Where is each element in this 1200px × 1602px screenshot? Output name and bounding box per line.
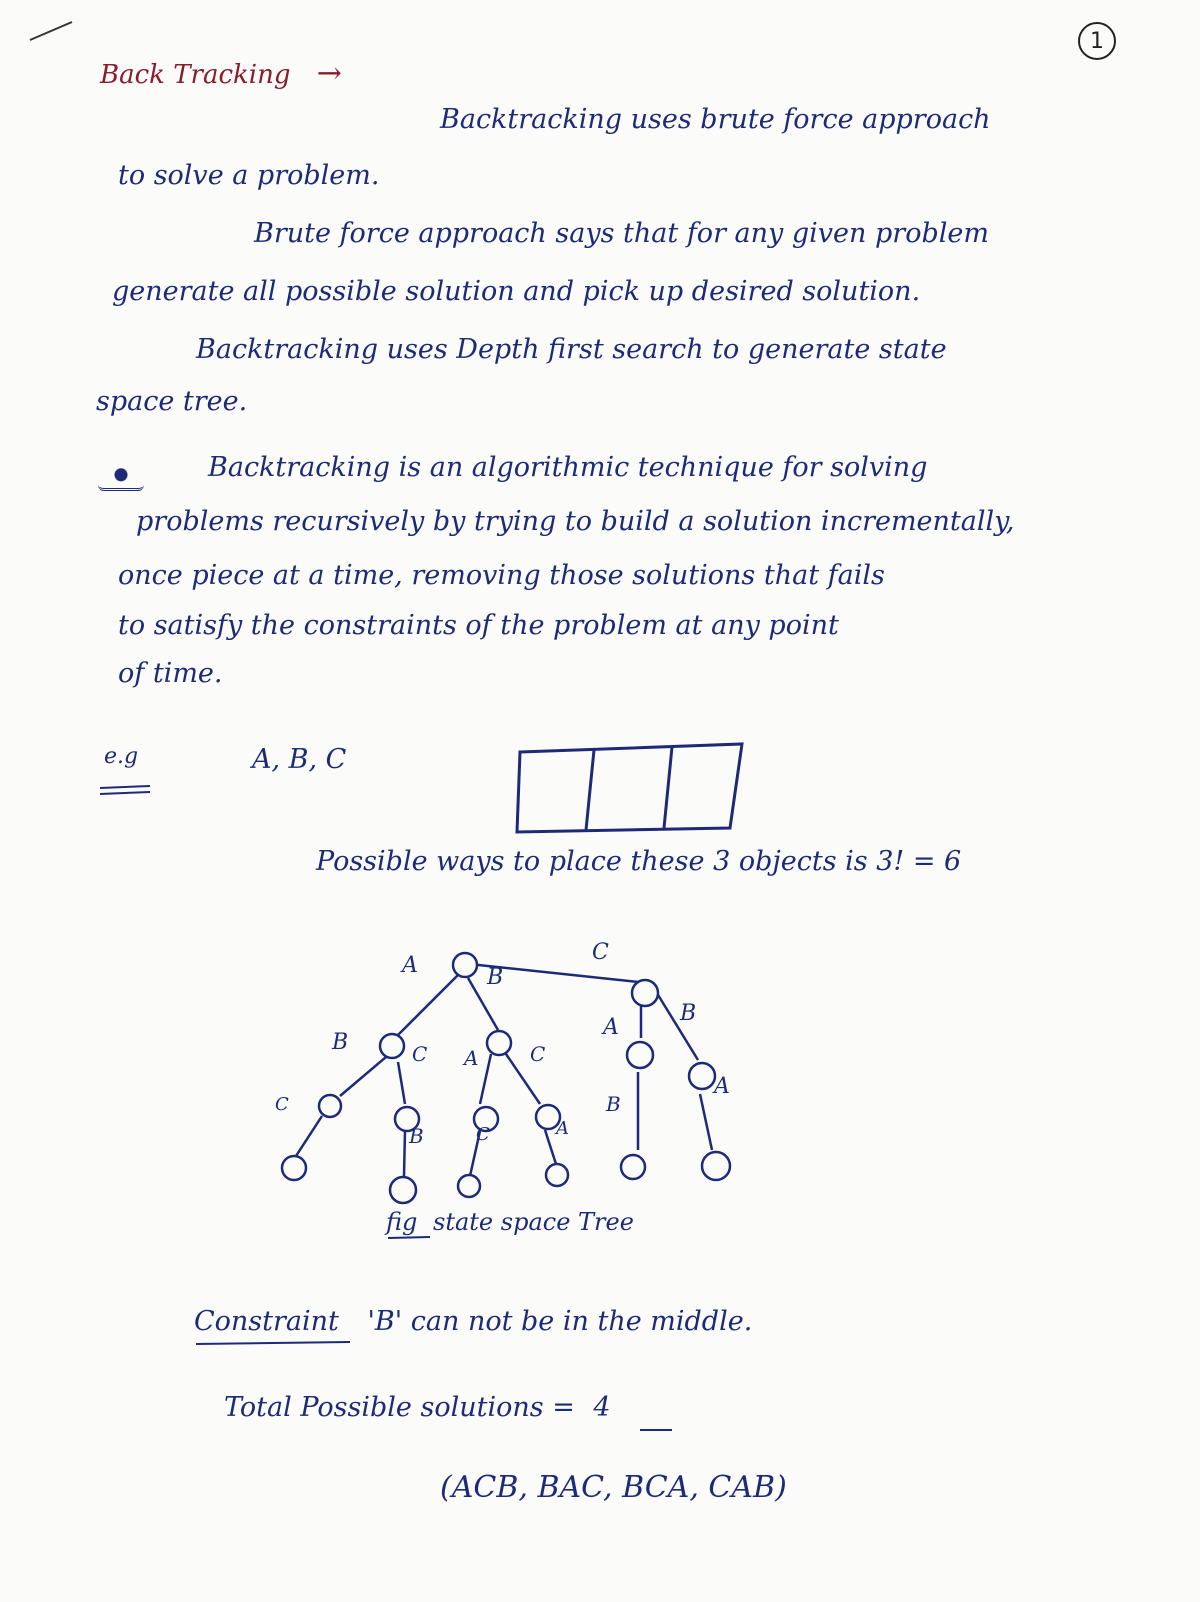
edge-label: A [402, 953, 418, 978]
constraint-line [194, 1306, 752, 1338]
example-objects: A, B, C [252, 744, 347, 775]
edge-label: A [714, 1074, 730, 1099]
edge-label: A [464, 1046, 479, 1070]
figure-label: fig [386, 1208, 418, 1236]
edge-label: B [409, 1124, 424, 1148]
tree-node [546, 1164, 568, 1186]
figure-caption [386, 1208, 634, 1236]
tree-node [689, 1063, 715, 1089]
edge-label: C [592, 940, 609, 965]
edge-label: C [476, 1124, 490, 1145]
text-line: generate all possible solution and pick up desired solution. [112, 276, 921, 307]
edge-label: A [556, 1118, 569, 1139]
text-line: of time. [118, 658, 223, 689]
text-line: to satisfy the constraints of the problem at any point [118, 610, 839, 641]
state-space-tree-nodes [282, 953, 730, 1203]
edge-label: B [606, 1092, 621, 1116]
text-line: Backtracking is an algorithmic technique for solving [208, 452, 928, 483]
constraint-text: 'B' can not be in the middle. [367, 1306, 753, 1337]
figure-caption-text: state space Tree [433, 1208, 634, 1236]
tree-node [627, 1042, 653, 1068]
edge-label: C [530, 1042, 546, 1066]
tree-node [319, 1095, 341, 1117]
placement-boxes [517, 744, 742, 832]
example-label: e.g [104, 744, 139, 769]
edge-label: B [332, 1030, 349, 1055]
tree-node [632, 980, 658, 1006]
edge-label: A [603, 1015, 619, 1040]
edge-label: B [680, 1001, 697, 1026]
page-number: 1 [1078, 22, 1116, 60]
tree-node-root [453, 953, 477, 977]
edge-label: C [412, 1042, 428, 1066]
edge-label: C [275, 1094, 289, 1115]
tree-node [282, 1156, 306, 1180]
tree-node [390, 1177, 416, 1203]
arrow-icon: → [316, 56, 342, 91]
tree-node [487, 1031, 511, 1055]
text-line: Brute force approach says that for any given problem [254, 218, 989, 249]
total-line [224, 1392, 611, 1424]
edge-label: B [487, 965, 504, 990]
tree-node [380, 1034, 404, 1058]
tree-node [621, 1155, 645, 1179]
constraint-label: Constraint [194, 1306, 339, 1337]
heading-title: Back Tracking [100, 60, 291, 90]
bullet-scribble [98, 466, 144, 491]
text-line: problems recursively by trying to build a solution incrementally, [136, 506, 1015, 537]
text-line: Backtracking uses brute force approach [440, 104, 991, 135]
tree-node [702, 1152, 730, 1180]
tree-node [458, 1175, 480, 1197]
total-text: Total Possible solutions = [224, 1392, 575, 1423]
possible-ways-text: Possible ways to place these 3 objects is 3! = 6 [316, 846, 962, 877]
text-line: to solve a problem. [118, 160, 380, 191]
text-line: space tree. [96, 386, 248, 417]
section-heading [100, 56, 342, 91]
total-value: 4 [593, 1392, 611, 1423]
text-line: Backtracking uses Depth first search to generate state [196, 334, 947, 365]
text-line: once piece at a time, removing those solutions that fails [118, 560, 885, 591]
solutions-list: (ACB, BAC, BCA, CAB) [440, 1470, 787, 1505]
